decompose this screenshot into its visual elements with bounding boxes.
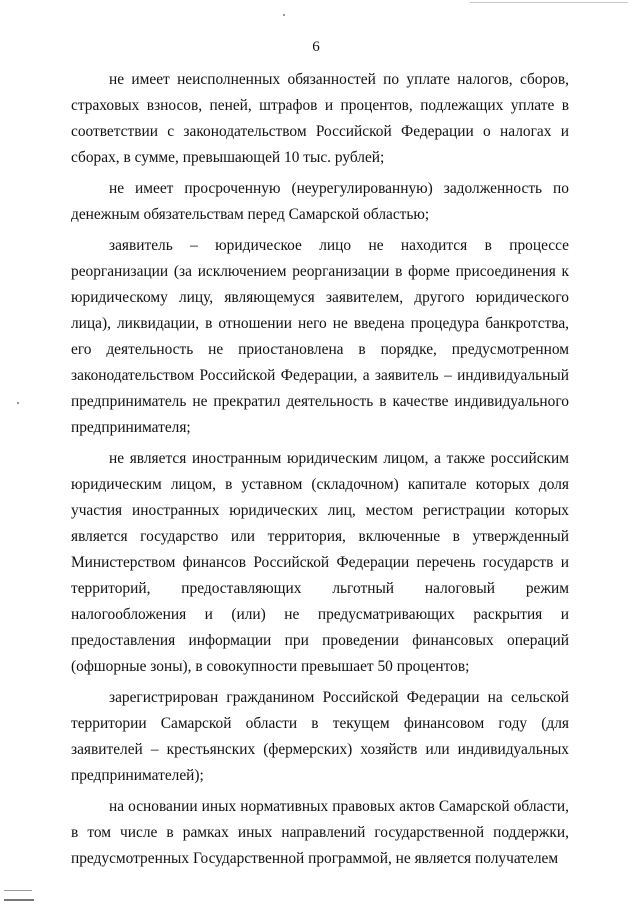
paragraph-reorganization: заявитель – юридическое лицо не находится в процессе реорганизации (за исключением реорганизации в форме присоединения к юридическому лицу, являющемуся заявителем, другого юридического лица), ликвидации, в отношении него не введена процедура банкротства, его деятельность не приостановлена в порядке, предусмотренном законодательством Российской Федерации, а заявитель – индивидуальный предприниматель не прекратил деятельность в качестве индивидуального предпринимателя; <box>71 237 569 436</box>
paragraph-tax-obligations: не имеет неисполненных обязанностей по уплате налогов, сборов, страховых взносов, пеней, штрафов и процентов, подлежащих уплате в соответствии с законодательством Российской Федерации о налогах и сборах, в сумме, превышающей 10 тыс. рублей; <box>71 71 569 166</box>
document-body <box>71 67 569 872</box>
scan-artifact-line <box>4 899 34 901</box>
paragraph-foreign-entity: не является иностранным юридическим лицом, а также российским юридическим лицом, в уставном (складочном) капитале которых доля участия иностранных юридических лиц, местом регистрации которых является государство или территория, включенные в утвержденный Министерством финансов Российской Федерации перечень государств и территорий, предоставляющих льготный налоговый режим налогообложения и (или) не предусматривающих раскрытия и предоставления информации при проведении финансовых операций (офшорные зоны), в совокупности превышает 50 процентов; <box>71 450 569 675</box>
paragraph-other-acts: на основании иных нормативных правовых актов Самарской области, в том числе в рамках иных направлений государственной поддержки, предусмотренных Государственной программой, не является получателем <box>71 798 569 867</box>
paragraph-overdue-debt: не имеет просроченную (неурегулированную) задолженность по денежным обязательствам перед Самарской областью; <box>71 180 569 223</box>
page-number: 6 <box>312 39 320 55</box>
scan-artifact-line <box>4 890 32 891</box>
scan-artifact-dot <box>17 402 19 404</box>
scan-artifact-line <box>470 2 628 3</box>
paragraph-registration: зарегистрирован гражданином Российской Федерации на сельской территории Самарской области в текущем финансовом году (для заявителей – крестьянских (фермерских) хозяйств или индивидуальных предпринимателей); <box>71 689 569 784</box>
scan-artifact-dot <box>283 14 285 16</box>
